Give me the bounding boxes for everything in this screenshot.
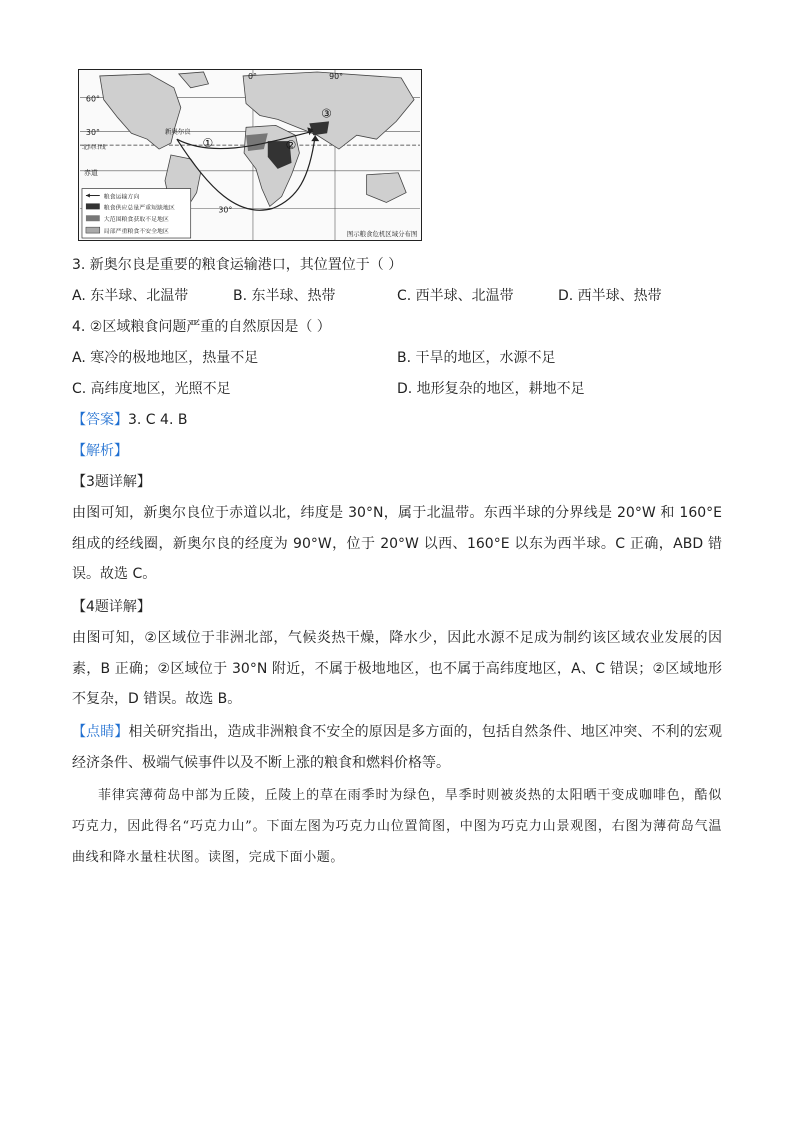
world-map-svg (79, 70, 421, 240)
label-port: 新奥尔良 (165, 127, 191, 136)
answer-tag: 【答案】 (72, 412, 128, 428)
intro-paragraph: 菲律宾薄荷岛中部为丘陵，丘陵上的草在雨季时为绿色，旱季时则被炎热的太阳晒干变成咖啡色，酷似巧克力，因此得名“巧克力山”。下面左图为巧克力山位置简图，中图为巧克力山景观图，右图为薄荷岛气温曲线和降水量柱状图。读图，完成下面小题。 (72, 788, 722, 865)
q4-stem: 4. ②区域粮食问题严重的自然原因是（ ） (72, 319, 331, 335)
q4-option-c: C. 高纬度地区，光照不足 (72, 381, 231, 397)
detail4-tag: 【4题详解】 (72, 599, 151, 615)
q3-stem: 3. 新奥尔良是重要的粮食运输港口，其位置位于（ ） (72, 257, 403, 273)
north-america-shape (100, 74, 181, 149)
q4-option-d: D. 地形复杂的地区，耕地不足 (397, 381, 585, 397)
detail4-text: 由图可知，②区域位于非洲北部，气候炎热干燥，降水少，因此水源不足成为制约该区域农业发展的因素，B 正确；②区域位于 30°N 附近，不属于极地地区，也不属于高纬度地区，A、C 错误；②区域地形不复杂，D 错误。故选 B。 (72, 630, 722, 707)
legend-label-0: 粮食运输方向 (103, 193, 140, 201)
legend-swatch-2 (86, 215, 100, 221)
label-lon-0: 0° (248, 71, 257, 81)
answer-text: 3. C 4. B (128, 412, 188, 428)
q4-option-b: B. 干旱的地区，水源不足 (397, 350, 556, 366)
label-region-2: ② (285, 138, 297, 153)
q3-option-c: C. 西半球、北温带 (397, 288, 514, 304)
detail3-tag: 【3题详解】 (72, 474, 151, 490)
detail3-text: 由图可知，新奥尔良位于赤道以北，纬度是 30°N，属于北温带。东西半球的分界线是 20°W 和 160°E 组成的经线圈，新奥尔良的经度为 90°W，位于 20°W 以西、160°E 以东为西半球。C 正确，ABD 错误。故选 C。 (72, 505, 722, 582)
analysis-tag: 【解析】 (72, 443, 128, 459)
q3-option-d: D. 西半球、热带 (558, 288, 662, 304)
legend-label-3: 局部严重粮食不安全地区 (103, 228, 169, 236)
label-equator: 赤道 (83, 168, 98, 177)
legend-label-1: 粮食供应总量严重短缺地区 (103, 204, 175, 212)
q4-option-a: A. 寒冷的极地地区，热量不足 (72, 350, 259, 366)
world-map-figure (78, 69, 422, 241)
tip-paragraph (72, 717, 722, 778)
label-lat-60: 60° (85, 94, 100, 104)
label-lat-30n: 30° (85, 128, 100, 138)
tip-tag: 【点睛】 (72, 724, 129, 740)
q3-option-b: B. 东半球、热带 (233, 288, 336, 304)
legend-label-2: 大范围粮食获取不足地区 (103, 216, 169, 224)
label-region-3: ③ (321, 106, 332, 121)
map-caption: 图示粮食危机区域分布图 (346, 230, 418, 239)
legend-swatch-3 (86, 227, 100, 233)
label-lon-90: 90° (329, 71, 344, 81)
greenland-shape (179, 72, 209, 88)
q3-option-a: A. 东半球、北温带 (72, 288, 189, 304)
answer-line (72, 410, 187, 430)
legend-swatch-1 (86, 203, 100, 209)
australia-shape (367, 173, 407, 203)
label-north-tropic: 北回归线 (81, 144, 106, 152)
tip-text: 相关研究指出，造成非洲粮食不安全的原因是多方面的，包括自然条件、地区冲突、不利的宏观经济条件、极端气候事件以及不断上涨的粮食和燃料价格等。 (72, 724, 723, 771)
label-lat-30s: 30° (218, 205, 233, 215)
label-region-1: ① (202, 136, 214, 151)
